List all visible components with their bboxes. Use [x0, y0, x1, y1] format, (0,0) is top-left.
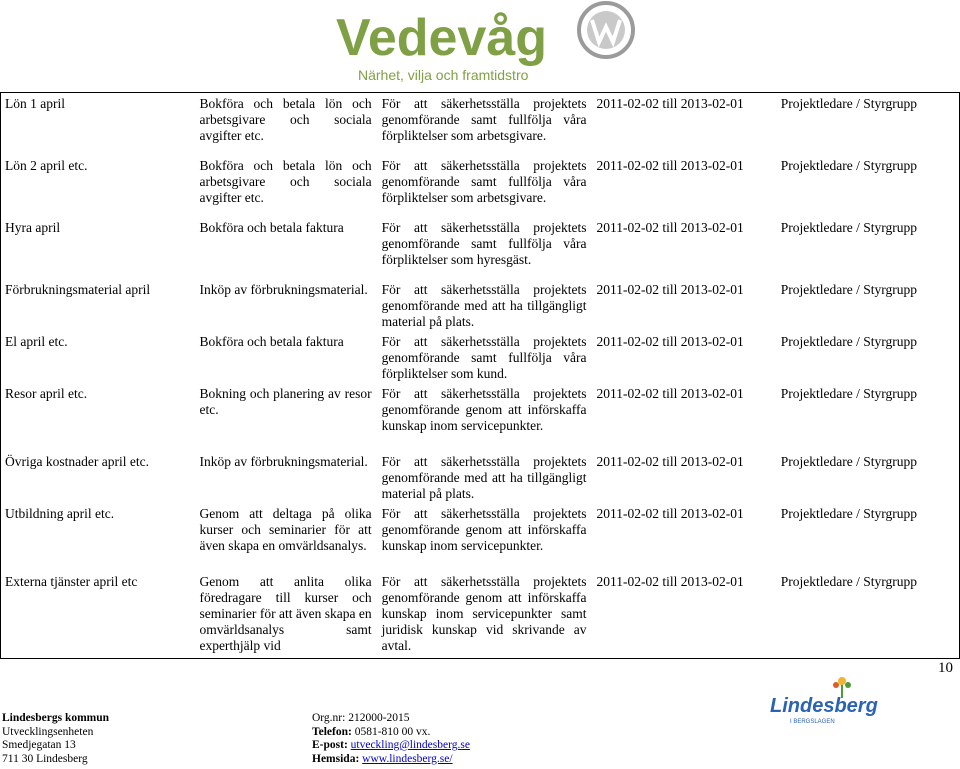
table-row	[0, 504, 960, 572]
cell-responsible: Projektledare / Styrgrupp	[780, 220, 917, 235]
vedevag-logo-wordmark: Vedevåg	[336, 9, 548, 67]
cell-period: 2011-02-02 till 2013-02-01	[596, 158, 744, 173]
cell-action: Genom att anlita olika föredragare till kurser och seminarier för att även skapa en omvärldsanalys samt experthjälp vid	[199, 574, 372, 653]
table-row	[0, 572, 960, 658]
cell-post: Hyra april	[5, 220, 61, 235]
footer-street: Smedjegatan 13	[2, 739, 76, 751]
table-row	[0, 332, 960, 384]
table-row	[0, 154, 960, 216]
cell-purpose: För att säkerhetsställa projektets genomförande samt fullfölja våra förpliktelser som arbetsgivare.	[381, 158, 587, 205]
cell-responsible: Projektledare / Styrgrupp	[780, 158, 917, 173]
cell-action: Bokföra och betala lön och arbetsgivare och sociala avgifter etc.	[199, 96, 372, 143]
cell-post: Resor april etc.	[5, 386, 88, 401]
cell-period: 2011-02-02 till 2013-02-01	[596, 386, 744, 401]
footer-city: 711 30 Lindesberg	[2, 752, 88, 765]
footer-phone: 0581-810 00 vx.	[354, 725, 431, 738]
cell-post: Lön 2 april etc.	[5, 158, 88, 173]
cell-action: Inköp av förbrukningsmaterial.	[199, 282, 368, 297]
cell-purpose: För att säkerhetsställa projektets genomförande samt fullfölja våra förpliktelser som hyresgäst.	[381, 220, 587, 267]
table-row	[0, 452, 960, 504]
cell-responsible: Projektledare / Styrgrupp	[780, 574, 917, 589]
cell-responsible: Projektledare / Styrgrupp	[780, 96, 917, 111]
footer-email-link[interactable]: utveckling@lindesberg.se	[350, 739, 470, 751]
cell-responsible: Projektledare / Styrgrupp	[780, 334, 917, 349]
vedevag-tagline: Närhet, vilja och framtidstro	[358, 67, 529, 83]
cell-purpose: För att säkerhetsställa projektets genomförande med att ha tillgängligt material på plats.	[381, 282, 587, 329]
budget-table	[0, 92, 960, 658]
cell-period: 2011-02-02 till 2013-02-01	[596, 220, 744, 235]
cell-responsible: Projektledare / Styrgrupp	[780, 506, 917, 521]
footer-contact	[312, 712, 470, 766]
cell-action: Bokning och planering av resor etc.	[199, 386, 372, 417]
cell-responsible: Projektledare / Styrgrupp	[780, 454, 917, 469]
cell-period: 2011-02-02 till 2013-02-01	[596, 454, 744, 469]
footer-orgnr: Org.nr: 212000-2015	[312, 712, 410, 724]
cell-post: Externa tjänster april etc	[5, 574, 138, 589]
cell-period: 2011-02-02 till 2013-02-01	[596, 574, 744, 589]
footer-web-label: Hemsida:	[312, 752, 360, 765]
cell-action: Bokföra och betala faktura	[199, 220, 344, 235]
cell-post: El april etc.	[5, 334, 68, 349]
cell-post: Övriga kostnader april etc.	[5, 454, 149, 469]
cell-post: Förbrukningsmaterial april	[5, 282, 151, 297]
cell-purpose: För att säkerhetsställa projektets genomförande samt fullfölja våra förpliktelser som arbetsgivare.	[381, 96, 587, 143]
cell-action: Bokföra och betala faktura	[199, 334, 344, 349]
footer-email-label: E-post:	[312, 739, 348, 751]
table-row	[0, 92, 960, 154]
lindesberg-logo	[768, 676, 878, 728]
table-row	[0, 216, 960, 280]
cell-responsible: Projektledare / Styrgrupp	[780, 386, 917, 401]
cell-purpose: För att säkerhetsställa projektets genomförande med att ha tillgängligt material på plats.	[381, 454, 587, 501]
page-number: 10	[938, 660, 953, 676]
lindesberg-subtitle: I BERGSLAGEN	[790, 719, 835, 725]
cell-post: Lön 1 april	[5, 96, 65, 111]
vedevag-emblem-icon	[579, 3, 633, 57]
footer-org-name: Lindesbergs kommun	[2, 712, 110, 724]
cell-action: Genom att deltaga på olika kurser och seminarier för att även skapa en omvärldsanalys.	[199, 506, 372, 553]
cell-purpose: För att säkerhetsställa projektets genomförande genom att införskaffa kunskap inom servicepunkter.	[381, 506, 587, 553]
cell-action: Bokföra och betala lön och arbetsgivare och sociala avgifter etc.	[199, 158, 372, 205]
cell-action: Inköp av förbrukningsmaterial.	[199, 454, 368, 469]
cell-purpose: För att säkerhetsställa projektets genomförande samt fullfölja våra förpliktelser som kund.	[381, 334, 587, 381]
cell-post: Utbildning april etc.	[5, 506, 115, 521]
cell-period: 2011-02-02 till 2013-02-01	[596, 506, 744, 521]
footer-unit: Utvecklingsenheten	[2, 725, 94, 738]
cell-responsible: Projektledare / Styrgrupp	[780, 282, 917, 297]
cell-purpose: För att säkerhetsställa projektets genomförande genom att införskaffa kunskap inom servicepunkter samt juridisk kunskap vid skrivande av avtal.	[381, 574, 587, 653]
cell-period: 2011-02-02 till 2013-02-01	[596, 282, 744, 297]
table-row	[0, 280, 960, 332]
lindesberg-wordmark: Lindesberg	[770, 695, 878, 717]
cell-purpose: För att säkerhetsställa projektets genomförande genom att införskaffa kunskap inom servicepunkter.	[381, 386, 587, 433]
footer-address	[2, 712, 109, 766]
vedevag-logo	[330, 0, 670, 90]
footer-phone-label: Telefon:	[312, 725, 352, 738]
cell-period: 2011-02-02 till 2013-02-01	[596, 334, 744, 349]
cell-period: 2011-02-02 till 2013-02-01	[596, 96, 744, 111]
footer-web-link[interactable]: www.lindesberg.se/	[362, 752, 453, 765]
table-row	[0, 384, 960, 452]
